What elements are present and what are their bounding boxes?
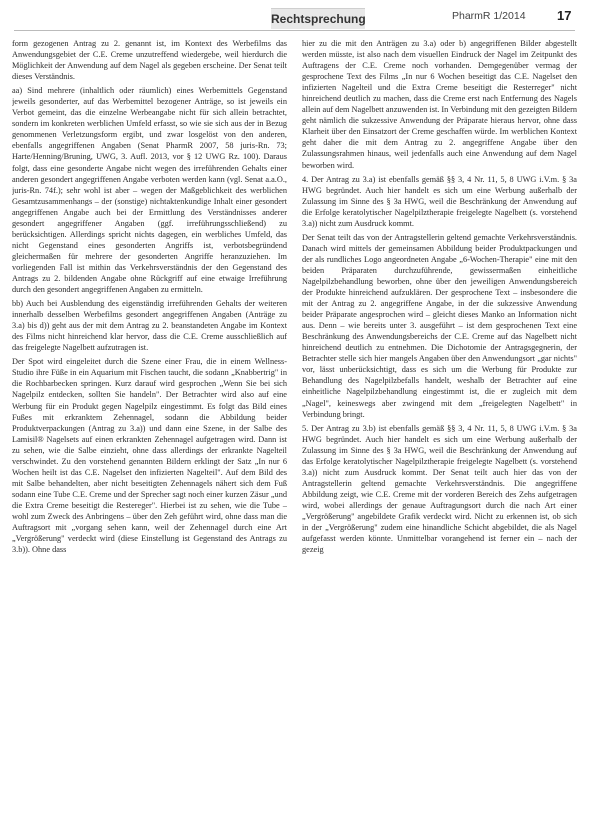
paragraph: 4. Der Antrag zu 3.a) ist ebenfalls gemäß §§ 3, 4 Nr. 11, 5, 8 UWG i.V.m. § 3a HWG begründet. Auch hier handelt es sich um eine Werbung außerhalb der Zulassung im Sinne des § 3a HWG, weil die Beschränkung der Anwendung auf die Erfolge keratolytischer Nagelpilztherapie freigelegte Nagelbett (s. vorstehend 3.a)) nicht zum Ausdruck kommt. xyxy=(302,174,577,228)
right-column xyxy=(302,38,577,808)
header-rule xyxy=(14,30,575,31)
journal-issue: PharmR 1/2014 xyxy=(452,10,526,22)
paragraph: 5. Der Antrag zu 3.b) ist ebenfalls gemäß §§ 3, 4 Nr. 11, 5, 8 UWG i.V.m. § 3a HWG begründet. Auch hier handelt es sich um eine Werbung außerhalb der Zulassung im Sinne des § 3a HWG, weil die Beschränkung der Anwendung auf das Erfolge keratolytischer Nagelpilztherapie freigelegte Nagelbett (s. vorstehend 3.a)) nicht zum Ausdruck kommt. Der Senat teilt auch hier das von der Antragstellerin geltend gemachte Verkehrsverständnis. Die angegriffene Abbildung zeigt, wie C.E. Creme mit der vorderen Bereich des Zehs aufgetragen wird, wobei allerdings der genaue Auftragungsort durch die nach Art einer „Vergrößerung" angebildete Grafik verdeckt wird. Nicht zu erkennen ist, ob sich in der „Vergrößerung" zudem eine hinandliche Schicht abgebildet, die als Nagel aufgefasst werden könnte. Unmittelbar vorangehend ist ferner ein – nach der gezeig xyxy=(302,423,577,555)
page-header xyxy=(0,0,589,34)
paragraph: aa) Sind mehrere (inhaltlich oder räumlich) eines Werbemittels Gegenstand jeweils gesonderter, auf das Werbemittel bezogener Anträge, so ist jeweils ein Verbot gemeint, das die einzelne Werbeangabe nicht für sich allein betrachtet, sondern im konkreten werblichen Umfeld erfasst, so wie sie sich aus der in Bezug genommenen Verletzungsform ergibt, und zwar losgelöst von den anderen, ebenfalls angegriffenen Angaben (Senat PharmR 2007, 58 juris-Rn. 73; Harte/Henning/Bruning, UWG, 3. Aufl. 2013, vor § 12 UWG Rz. 100). Daraus folgt, dass eine gesonderte Angabe nicht wegen des irreführenden Gehalts einer anderen gesondert angegriffenen Angabe verboten werden kann (vgl. Senat a.a.O., juris-Rn. 74f.); sehr wohl ist aber – wegen der Maßgeblichkeit des werblichen Gesamtzusammenhangs – der (sonstige) nichtaktenkundige Inhalt einer gesondert angegriffenen Angabe auch bei der Ermittlung des Verständnisses anderer gesondert angegriffener Angaben (ggf. irreführungsschließend) zu berücksichtigen. Allerdings spricht nichts dagegen, ein werbliches Umfeld, das nicht Gegenstand eines gesonderten Angriffs ist, verbotsbegründend gleichermaßen für mehrere der gesonderten Angriffe heranzuziehen. Im vorliegenden Fall ist mithin das Verkehrsverständnis der den Gegenstand des Antrags zu 2. bildenden Angabe ohne Rückgriff auf eine etwaige Irreführung durch den gesondert angegriffenen Angaben zu ermitteln. xyxy=(12,86,287,295)
paragraph: Der Senat teilt das von der Antragstellerin geltend gemachte Verkehrsverständnis. Danach wird mittels der gemeinsamen Abbildung beider Produktpackungen und der als rundliches Logo angeordneten Angabe „6-Wochen-Therapie" eine mit den beiden Präparaten durchzuführende, gewissermaßen einheitliche Nagelpilzbehandlung beworben, ohne über den jeweiligen Anwendungsbereich der Produkte hinreichend aufzuklären. Der gesprochene Text – insbesondere die mit der Antrag zu 2. angegriffene Angabe, in der die sukzessive Anwendung beider Präparate angesprochen wird – gleicht dieses Manko an Information nicht aus. Denn – wie bereits unter 3. ausgeführt – ist dem gesprochenen Text eine Beschränkung des Anwendungsbereichs der C.E. Creme auf das Nagelbett nicht hinreichend deutlich zu entnehmen. Die Dichotomie der Antragsgegnerin, der Betrachter stelle sich hier mangels Angaben über den Anwendungsort „gar nichts" vor, lässt unberücksichtigt, dass es sich um die Werbung für Produkte zur Behandlung des Nagelpilzbefalls handelt, weshalb der Betrachter auf eine einheitliche Nagelpilzbehandlung eingestimmt ist, die er zugleich mit dem „Nagel", keineswegs aber zwingend mit dem „freigelegten Nagelbett" in Verbindung bringt. xyxy=(302,232,577,419)
left-column xyxy=(12,38,287,808)
paragraph: Der Spot wird eingeleitet durch die Szene einer Frau, die in einem Wellness-Studio ihre Füße in ein Aquarium mit Fischen taucht, die sodann „Knabbertrig" in die Rochbarbecken springen. Kurz darauf wird gesprochen „Wenn Sie bei sich Nagelpilz entdecken, sollten Sie handeln". Der Betrachter wird also auf eine Werbung für ein Produkt gegen Nagelpilz eingestimmt. Es folgt das Bild eines Fußes mit erkranktem Zehennagel, sodann die Abbildung beider Produktverpackungen (Antrag zu 3.a)) und dann eine Szene, in der Salbe des Lamisil® Nagelsets auf einen erkrankten Zehennagel aufgetragen wird. Dann ist zu sehen, wie die Salbe einzieht, ohne dass allerdings der erkrankte Nagelteil verschwindet. Zu den vorstehend genannten Bildern erklingt der Satz „In nur 6 Wochen heilt ist das C.E. Nagelset den infizierten Nagelteil". Auf dem Bild des mit Salbe behandelten, aber nicht beseitigten Zehennagels nähert sich dem Fuß sodann eine Tube C.E. Creme und der Sprecher sagt noch einer kurzen Zäsur „und die Extra Creme beseitigt die Restereger". Hierbei ist zu sehen, wie die Tube – wohl zum Zweck des Anbringens – über den Zeh geführt wird, ohne dass man die Auftragsort mit „vorgang sehen kann, weil der Zehennagel durch eine Art „Vergrößerung" verdeckt wird (diese Einstellung ist Gegenstand des Antrags zu 3.b)). Ohne dass xyxy=(12,357,287,555)
paragraph: bb) Auch bei Ausblendung des eigenständig irreführenden Gehalts der weiteren innerhalb desselben Werbefilms gesondert angegriffenen Angaben (Anträge zu 3.a) bis d)) geht aus der mit dem Antrag zu 2. beanstandeten Angabe im Kontext des Films nicht hinreichend klar hervor, dass die C.E. Creme ausschließlich auf das freigelegte Nagelbett aufzutragen ist. xyxy=(12,299,287,353)
section-label: Rechtsprechung xyxy=(271,8,365,29)
page-number: 17 xyxy=(557,8,572,23)
paragraph: form gezogenen Antrag zu 2. genannt ist, im Kontext des Werbefilms das Anwendungsgebiet der C.E. Creme unzutreffend wiedergebe, weil hierdurch die Möglichkeit der Anwendung auf dem Nagel als gegeben erscheine. Der Senat teilt dieses Verständnis. xyxy=(12,39,287,82)
paragraph: hier zu die mit den Anträgen zu 3.a) oder b) angegriffenen Bilder abgestellt werden müsste, ist also nach dem visuellen Eindruck der Nagel im Zeitpunkt des Auftragens der C.E. Creme noch vorhanden. Demgegenüber vermag der gesprochene Text des Films „In nur 6 Wochen beseitigt das C.E. Nagelset den infizierten Nagelteil und die Extra Creme beseitigt die Resterreger" nicht hinreichend deutlich zu machen, dass die Creme erst nach Entfernung des Nagels allein auf dem Nagelbett anzuwenden ist. In Verbindung mit den gezeigten Bildern geht nämlich die sukzessive Anwendung der Präparate hieraus hervor, ohne dass Klarheit über den Einsatzort der Creme geschaffen würde. Im werblichen Kontext geht daher die mit dem Antrag zu 2. angegriffene Angabe über den Zulassungsrahmen hinaus, weil jedenfalls auch eine Anwendung auf dem Nagel beworben wird. xyxy=(302,39,577,170)
